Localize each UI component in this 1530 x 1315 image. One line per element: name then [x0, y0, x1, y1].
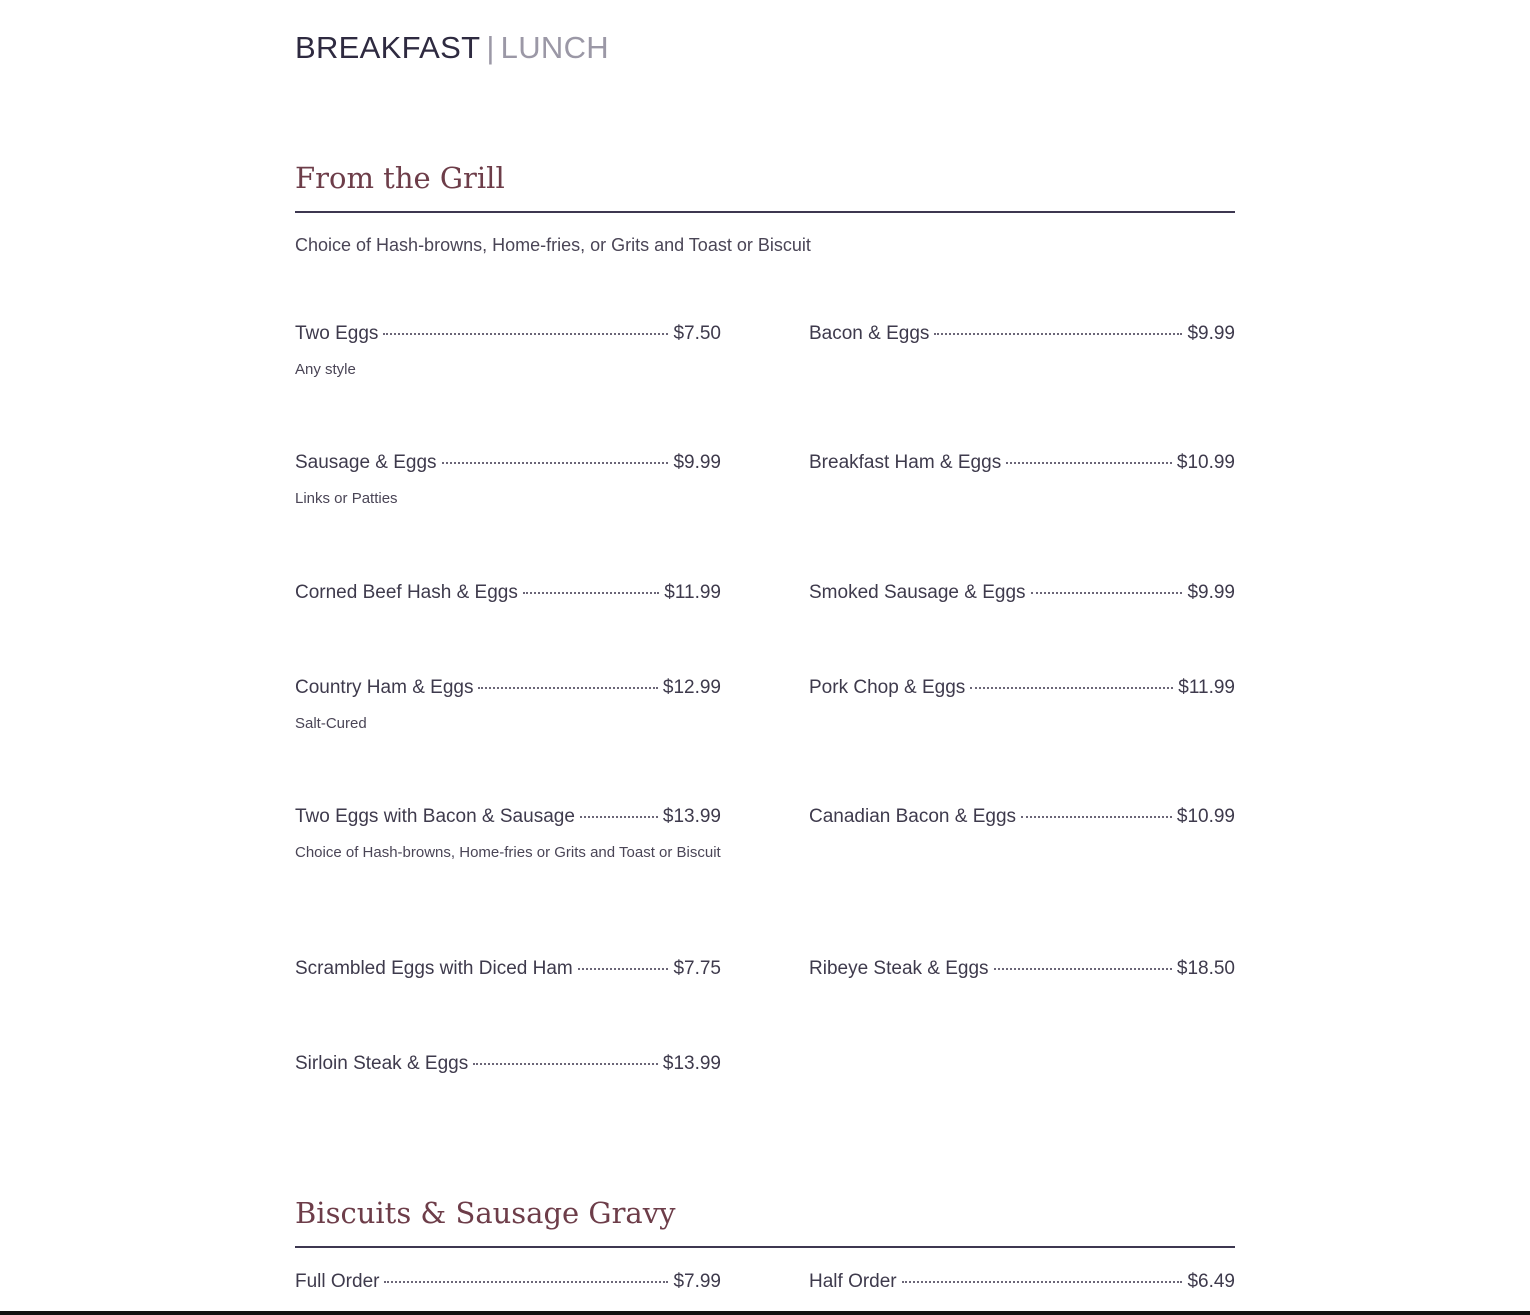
- menu-item: [295, 1269, 721, 1295]
- item-price: $10.99: [1176, 806, 1235, 827]
- item-price: $13.99: [662, 1053, 721, 1074]
- item-price: $9.99: [1187, 582, 1235, 603]
- dot-leader: [970, 687, 1173, 689]
- item-description: Choice of Hash-browns, Home-fries or Grits and Toast or Biscuit: [295, 844, 721, 861]
- menu-item: [295, 1051, 721, 1077]
- dot-leader: [1031, 592, 1183, 594]
- menu-item: [295, 804, 721, 864]
- item-name: Breakfast Ham & Eggs: [809, 452, 1002, 473]
- section-title-grill: From the Grill: [295, 161, 505, 195]
- menu-item: [295, 675, 721, 735]
- item-name: Sausage & Eggs: [295, 452, 437, 473]
- item-description: Salt-Cured: [295, 715, 367, 732]
- dot-leader: [384, 1281, 668, 1283]
- tab-separator: |: [486, 30, 495, 65]
- menu-item: [295, 321, 721, 381]
- section-title-biscuits: Biscuits & Sausage Gravy: [295, 1196, 676, 1230]
- item-price: $12.99: [662, 677, 721, 698]
- dot-leader: [994, 968, 1172, 970]
- item-price: $9.99: [673, 452, 721, 473]
- menu-item: [809, 321, 1235, 347]
- dot-leader: [578, 968, 669, 970]
- item-price: $7.75: [673, 958, 721, 979]
- tab-breakfast[interactable]: BREAKFAST: [295, 30, 481, 65]
- dot-leader: [523, 592, 659, 594]
- section-divider: [295, 211, 1235, 213]
- menu-item: [809, 804, 1235, 830]
- menu-item: [809, 580, 1235, 606]
- menu-item: [809, 675, 1235, 701]
- window-bottom-edge: [0, 1311, 1530, 1315]
- dot-leader: [1006, 462, 1172, 464]
- dot-leader: [1021, 816, 1172, 818]
- item-price: $7.99: [673, 1271, 721, 1292]
- section-note: Choice of Hash-browns, Home-fries, or Grits and Toast or Biscuit: [295, 235, 811, 255]
- item-name: Canadian Bacon & Eggs: [809, 806, 1017, 827]
- item-name: Two Eggs: [295, 323, 379, 344]
- item-name: Sirloin Steak & Eggs: [295, 1053, 469, 1074]
- dot-leader: [442, 462, 669, 464]
- menu-item: [295, 580, 721, 606]
- item-name: Scrambled Eggs with Diced Ham: [295, 958, 573, 979]
- menu-item: [809, 956, 1235, 982]
- section-divider: [295, 1246, 1235, 1248]
- item-name: Pork Chop & Eggs: [809, 677, 966, 698]
- item-name: Bacon & Eggs: [809, 323, 930, 344]
- item-name: Smoked Sausage & Eggs: [809, 582, 1026, 603]
- item-description: Any style: [295, 361, 356, 378]
- menu-item: [295, 450, 721, 510]
- item-name: Two Eggs with Bacon & Sausage: [295, 806, 575, 827]
- item-name: Ribeye Steak & Eggs: [809, 958, 989, 979]
- item-price: $6.49: [1187, 1271, 1235, 1292]
- dot-leader: [902, 1281, 1183, 1283]
- item-price: $7.50: [673, 323, 721, 344]
- item-description: Links or Patties: [295, 490, 398, 507]
- item-name: Corned Beef Hash & Eggs: [295, 582, 518, 603]
- item-name: Country Ham & Eggs: [295, 677, 474, 698]
- dot-leader: [473, 1063, 658, 1065]
- menu-item: [809, 1269, 1235, 1295]
- dot-leader: [478, 687, 657, 689]
- item-price: $13.99: [662, 806, 721, 827]
- menu-item: [295, 956, 721, 982]
- item-price: $9.99: [1187, 323, 1235, 344]
- dot-leader: [934, 333, 1182, 335]
- tab-lunch[interactable]: LUNCH: [500, 30, 609, 65]
- dot-leader: [383, 333, 668, 335]
- menu-tabs: [295, 30, 609, 66]
- dot-leader: [580, 816, 658, 818]
- item-price: $10.99: [1176, 452, 1235, 473]
- item-price: $11.99: [664, 582, 721, 603]
- item-price: $18.50: [1176, 958, 1235, 979]
- item-price: $11.99: [1178, 677, 1235, 698]
- menu-item: [809, 450, 1235, 476]
- item-name: Full Order: [295, 1271, 380, 1292]
- item-name: Half Order: [809, 1271, 897, 1292]
